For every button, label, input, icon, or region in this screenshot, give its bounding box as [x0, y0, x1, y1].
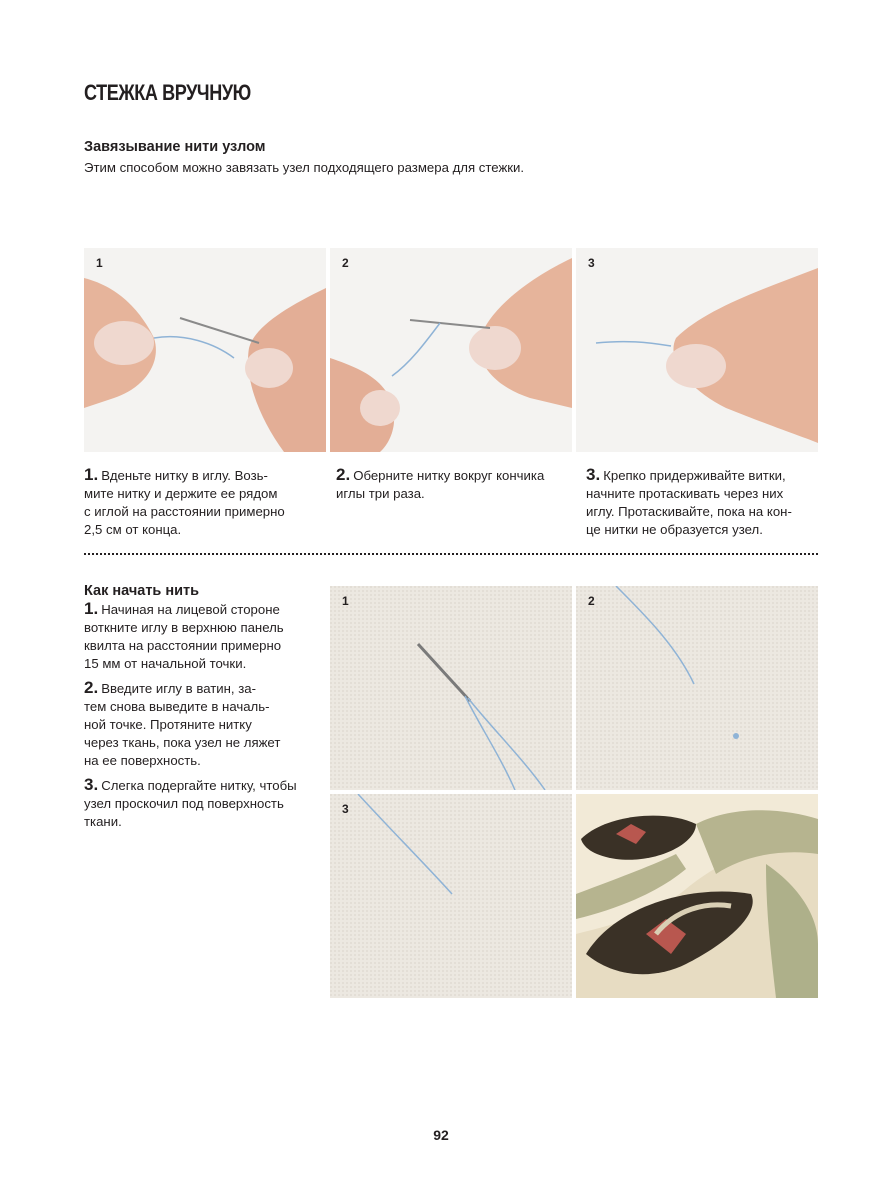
knot-step-1: [84, 466, 324, 539]
knot-step-3-line-1: Крепко придерживайте витки,: [603, 468, 786, 483]
knot-photo-2: [330, 248, 572, 452]
start-step-2-num: 2.: [84, 678, 99, 697]
thread-on-fabric-image: [330, 794, 572, 998]
thread-knot-on-fabric-image: [576, 586, 818, 790]
start-photo-label-3: 3: [342, 802, 349, 816]
quilted-applique-image: [576, 794, 818, 998]
start-step-1-num: 1.: [84, 599, 99, 618]
knot-photo-label-2: 2: [342, 256, 349, 270]
hands-needle-thread-image: [84, 248, 326, 452]
knot-step-3-line-3: иглу. Протаскивайте, пока на кон-: [586, 504, 792, 519]
knot-step-1-line-3: с иглой на расстоянии примерно: [84, 504, 285, 519]
knot-step-1-line-1: Вденьте нитку в иглу. Возь-: [101, 468, 268, 483]
start-photo-label-1: 1: [342, 594, 349, 608]
start-step-3-line-2: узел проскочил под поверхность: [84, 796, 284, 811]
start-step-3-num: 3.: [84, 775, 99, 794]
start-step-3-line-1: Слегка подергайте нитку, чтобы: [101, 778, 297, 793]
knot-step-2-line-1: Оберните нитку вокруг кончика: [353, 468, 545, 483]
hands-wrapping-thread-image: [330, 248, 572, 452]
knot-step-3-line-2: начните протаскивать через них: [586, 486, 784, 501]
knot-step-1-line-2: мите нитку и держите ее рядом: [84, 486, 278, 501]
knot-step-3-num: 3.: [586, 465, 601, 484]
knot-step-3-line-4: це нитки не образуется узел.: [586, 522, 763, 537]
start-step-2-line-5: на ее поверхность.: [84, 753, 201, 768]
knot-step-2-num: 2.: [336, 465, 351, 484]
start-step-3-line-3: ткани.: [84, 814, 122, 829]
start-step-2-line-4: через ткань, пока узел не ляжет: [84, 735, 281, 750]
start-step-3: [84, 776, 319, 831]
page-number: 92: [433, 1127, 449, 1143]
knot-intro: Этим способом можно завязать узел подходящего размера для стежки.: [84, 160, 525, 175]
start-step-1-line-1: Начиная на лицевой стороне: [101, 602, 280, 617]
start-heading: Как начать нить: [84, 583, 200, 599]
hands-pulling-needle-image: [576, 248, 818, 452]
knot-photo-1: [84, 248, 326, 452]
section-divider: [84, 553, 818, 555]
start-photo-4: [576, 794, 818, 998]
start-step-1-line-3: квилта на расстоянии примерно: [84, 638, 282, 653]
knot-step-2-line-2: иглы три раза.: [336, 486, 425, 501]
knot-heading: Завязывание нити узлом: [84, 139, 266, 155]
start-step-2-line-3: ной точке. Протяните нитку: [84, 717, 252, 732]
section-title: СТЕЖКА ВРУЧНУЮ: [84, 80, 251, 105]
start-step-1-line-2: воткните иглу в верхнюю панель: [84, 620, 284, 635]
needle-in-fabric-image: [330, 586, 572, 790]
knot-step-1-line-4: 2,5 см от конца.: [84, 522, 182, 537]
knot-step-2: [336, 466, 576, 503]
start-photo-1: [330, 586, 572, 790]
knot-photo-label-1: 1: [96, 256, 103, 270]
knot-step-3: [586, 466, 826, 539]
start-step-2: [84, 679, 319, 770]
start-photo-2: [576, 586, 818, 790]
start-step-1-line-4: 15 мм от начальной точки.: [84, 656, 247, 671]
start-step-2-line-2: тем снова выведите в началь-: [84, 699, 270, 714]
start-photo-label-2: 2: [588, 594, 595, 608]
start-photo-3: [330, 794, 572, 998]
start-step-2-line-1: Введите иглу в ватин, за-: [101, 681, 257, 696]
knot-step-1-num: 1.: [84, 465, 99, 484]
start-steps: [84, 600, 319, 837]
start-step-1: [84, 600, 319, 673]
knot-photo-3: [576, 248, 818, 452]
knot-photo-label-3: 3: [588, 256, 595, 270]
